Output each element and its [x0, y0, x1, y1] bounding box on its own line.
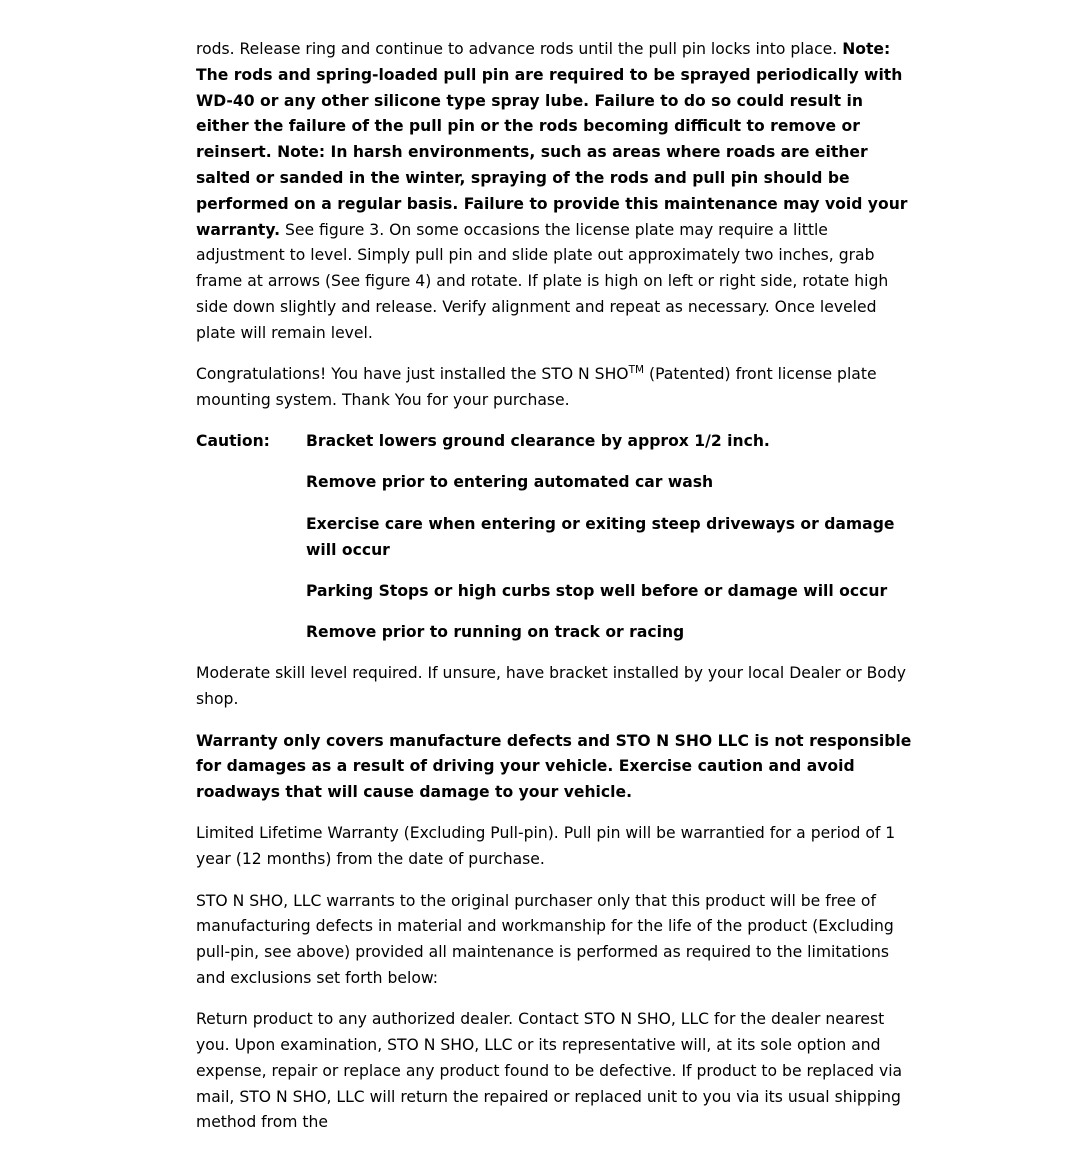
- caution-spacer: [196, 512, 306, 564]
- caution-spacer: [196, 620, 306, 646]
- caution-item: Remove prior to running on track or racing: [306, 623, 685, 642]
- caution-row: [196, 429, 912, 455]
- caution-row: [196, 470, 912, 496]
- caution-row: [196, 620, 912, 646]
- skill-level-paragraph: Moderate skill level required. If unsure, have bracket installed by your local Dealer or Body shop.: [196, 664, 906, 709]
- congratulations-text: Congratulations! You have just installed the STO N SHO: [196, 365, 629, 384]
- warranty-disclaimer-paragraph: [196, 729, 912, 806]
- caution-spacer: [196, 579, 306, 605]
- document-page: [196, 37, 912, 1152]
- maintenance-text-intro: rods. Release ring and continue to advance rods until the pull pin locks into place.: [196, 40, 843, 58]
- congratulations-text-end: (Patented) front license plate mounting system. Thank You for your purchase.: [196, 365, 877, 409]
- return-product-paragraph: Return product to any authorized dealer. Contact STO N SHO, LLC for the dealer nearest you. Upon examination, STO N SHO, LLC or its representative will, at its sole option and expense, repair or replace any product found to be defective. If product to be replaced via mail, STO N SHO, LLC will return the repaired or replaced unit to you via its usual shipping method from the: [196, 1010, 903, 1132]
- warranty-terms-paragraph: STO N SHO, LLC warrants to the original purchaser only that this product will be free of manufacturing defects in material and workmanship for the life of the product (Excluding pull-pin, see above) provided all maintenance is performed as required to the limitations and exclusions set forth below:: [196, 891, 894, 987]
- adjustment-instructions: See figure 3. On some occasions the license plate may require a little adjustment to level. Simply pull pin and slide plate out approximately two inches, grab frame at arrows (See figure 4) and rotate. If plate is high on left or right side, rotate high side down slightly and release. Verify alignment and repeat as necessary. Once leveled plate will remain level.: [196, 220, 889, 342]
- limited-warranty-paragraph: Limited Lifetime Warranty (Excluding Pull-pin). Pull pin will be warrantied for a period of 1 year (12 months) from the date of purchase.: [196, 824, 896, 869]
- caution-item: Exercise care when entering or exiting steep driveways or damage will occur: [306, 514, 895, 559]
- maintenance-note: Note: The rods and spring-loaded pull pin are required to be sprayed periodically with WD-40 or any other silicone type spray lube. Failure to do so could result in either the failure of the pull pin or the rods becoming difficult to remove or reinsert. Note: In harsh environments, such as areas where roads are either salted or sanded in the winter, spraying of the rods and pull pin should be performed on a regular basis. Failure to provide this maintenance may void your warranty.: [196, 40, 908, 239]
- warranty-disclaimer-text: Warranty only covers manufacture defects and STO N SHO LLC is not responsible for damages as a result of driving your vehicle. Exercise caution and avoid roadways that will cause damage to your vehicle.: [196, 731, 912, 802]
- caution-item: Bracket lowers ground clearance by approx 1/2 inch.: [306, 432, 770, 451]
- caution-row: [196, 579, 912, 605]
- caution-item: Parking Stops or high curbs stop well before or damage will occur: [306, 581, 888, 600]
- caution-label: Caution:: [196, 432, 270, 451]
- caution-item: Remove prior to entering automated car wash: [306, 473, 714, 492]
- congratulations-paragraph: [196, 362, 912, 414]
- caution-row: [196, 512, 912, 564]
- trademark-mark: TM: [628, 364, 645, 377]
- maintenance-paragraph: [196, 37, 912, 347]
- caution-spacer: [196, 470, 306, 496]
